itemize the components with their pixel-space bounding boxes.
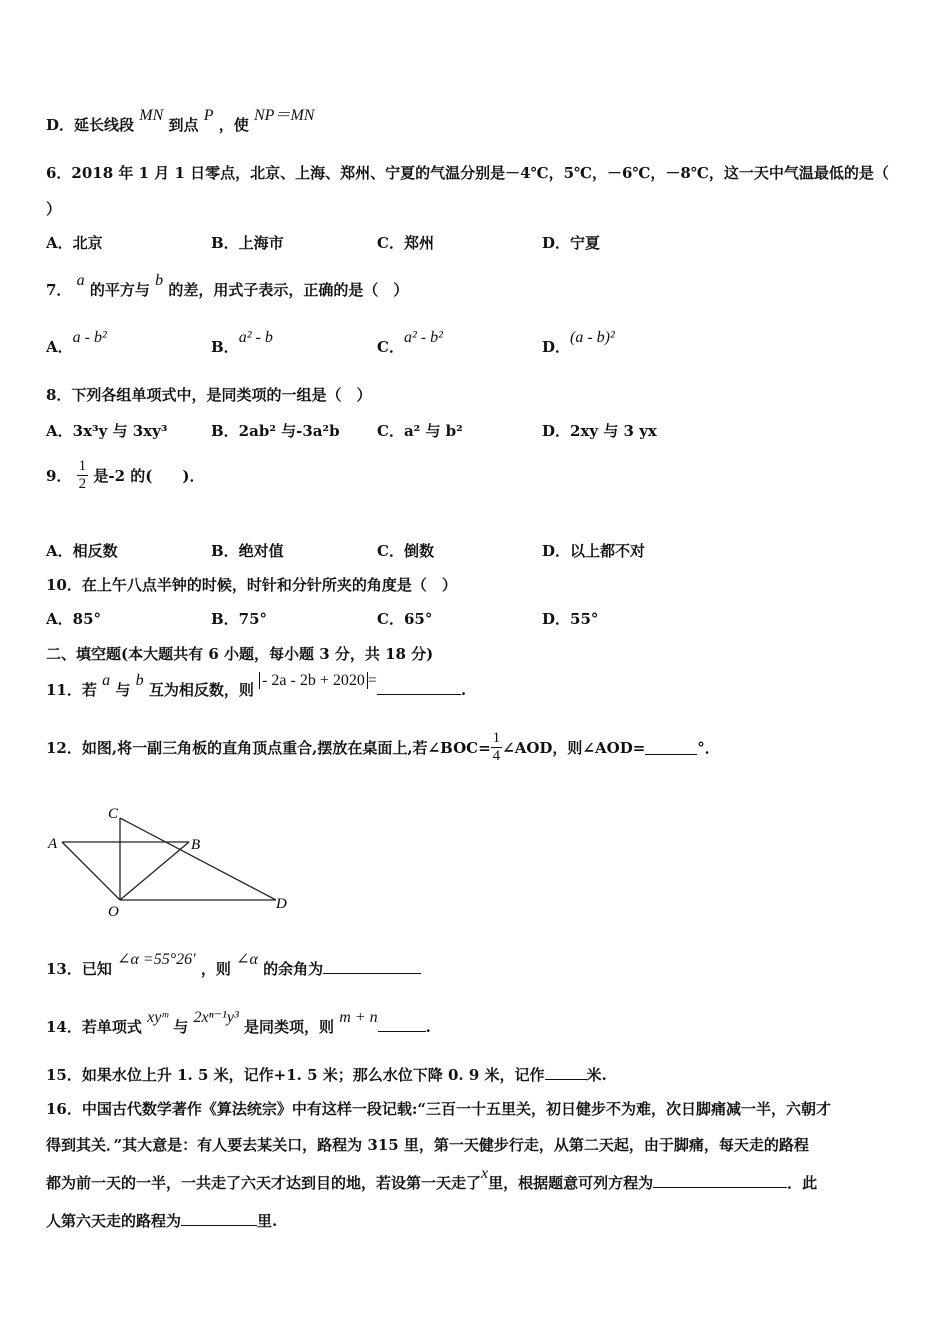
q7-option-c bbox=[377, 329, 443, 357]
math-angle-alpha-value: ∠α =55°26′ bbox=[117, 951, 196, 968]
point-label-a: A bbox=[48, 836, 58, 852]
text: 里. bbox=[257, 1212, 278, 1230]
option-label: B． bbox=[211, 338, 239, 356]
q6-option-b: B．上海市 bbox=[211, 234, 284, 252]
math-angle-alpha: ∠α bbox=[236, 951, 258, 968]
segment-cd bbox=[120, 818, 276, 900]
text: 是同类项，则 bbox=[243, 1018, 334, 1036]
question-number: 7． bbox=[46, 281, 72, 299]
math-monomial-2: 2xⁿ⁻¹y³ bbox=[193, 1009, 239, 1026]
segment-ob bbox=[120, 842, 189, 900]
q6-stem-line1: 6．2018 年 1 月 1 日零点，北京、上海、郑州、宁夏的气温分别是－4℃，5℃，－6℃，－8℃，这一天中气温最低的是（ bbox=[46, 164, 889, 182]
answer-blank[interactable] bbox=[378, 1017, 426, 1032]
text: 12．如图,将一副三角板的直角顶点重合,摆放在桌面上,若∠BOC= bbox=[46, 739, 491, 757]
text: 米. bbox=[586, 1066, 607, 1084]
math-x: x bbox=[481, 1165, 489, 1182]
fraction-one-quarter bbox=[491, 730, 503, 765]
text: ，则 bbox=[200, 960, 231, 978]
text: ，使 bbox=[218, 116, 249, 134]
math-mn: MN bbox=[139, 107, 164, 124]
q15-stem bbox=[46, 1064, 607, 1085]
math-a: a bbox=[76, 272, 85, 289]
text: ∠AOD，则∠AOD= bbox=[502, 739, 646, 757]
text: 的余角为 bbox=[263, 960, 324, 978]
point-label-o: O bbox=[108, 904, 119, 920]
q6-option-a: A．北京 bbox=[46, 234, 103, 252]
point-label-d: D bbox=[276, 896, 287, 912]
q14-stem bbox=[46, 1009, 431, 1037]
option-label: D． bbox=[542, 338, 571, 356]
text: 里，根据题意可列方程为 bbox=[488, 1174, 654, 1192]
q10-option-d: D．55° bbox=[542, 610, 599, 628]
answer-blank[interactable] bbox=[645, 740, 697, 755]
text: 互为相反数，则 bbox=[148, 681, 254, 699]
text: 与 bbox=[115, 681, 131, 699]
question-number: 13．已知 bbox=[46, 960, 112, 978]
math-expr: a² - b bbox=[238, 329, 273, 346]
math-expr: a - b² bbox=[72, 329, 107, 346]
text: 的差，用式子表示，正确的是（ ） bbox=[168, 281, 409, 299]
text: . bbox=[425, 1018, 431, 1036]
q16-line4 bbox=[46, 1210, 277, 1231]
question-number: 14．若单项式 bbox=[46, 1018, 142, 1036]
q11-stem bbox=[46, 672, 467, 700]
question-number: 9． bbox=[46, 467, 72, 485]
q9-option-b: B．绝对值 bbox=[211, 542, 284, 560]
text: 的平方与 bbox=[89, 281, 150, 299]
q6-option-d: D．宁夏 bbox=[542, 234, 601, 252]
segment-ao bbox=[62, 842, 120, 900]
q16-line2: 得到其关．”其大意是：有人要去某关口，路程为 315 里，第一天健步行走，从第二天起，由于脚痛，每天走的路程 bbox=[46, 1136, 809, 1154]
q16-line1: 16．中国古代数学著作《算法统宗》中有这样一段记载:“三百一十五里关，初日健步不为难，次日脚痛减一半，六朝才 bbox=[46, 1100, 832, 1118]
q8-option-a: A．3x³y 与 3xy³ bbox=[46, 422, 168, 440]
answer-blank[interactable] bbox=[323, 959, 421, 974]
q10-option-a: A．85° bbox=[46, 610, 102, 628]
math-b: b bbox=[135, 672, 144, 689]
fraction-numerator: 1 bbox=[492, 730, 501, 746]
q6-option-c: C．郑州 bbox=[377, 234, 434, 252]
q8-stem: 8．下列各组单项式中，是同类项的一组是（ ） bbox=[46, 386, 372, 404]
answer-blank[interactable] bbox=[653, 1173, 787, 1188]
answer-blank[interactable] bbox=[181, 1211, 257, 1226]
section-heading: 二、填空题(本大题共有 6 小题，每小题 3 分，共 18 分) bbox=[46, 645, 434, 663]
q9-option-c: C．倒数 bbox=[377, 542, 434, 560]
q9-option-d: D．以上都不对 bbox=[542, 542, 646, 560]
q6-stem-line2: ） bbox=[46, 200, 62, 218]
text: 是-2 的( )． bbox=[93, 467, 205, 485]
text: ．此 bbox=[787, 1174, 818, 1192]
triangle-figure bbox=[40, 800, 310, 925]
q8-option-c: C．a² 与 b² bbox=[377, 422, 463, 440]
q9-option-a: A．相反数 bbox=[46, 542, 118, 560]
text: 都为前一天的一半，一共走了六天才达到目的地，若设第一天走了 bbox=[46, 1174, 482, 1192]
option-label: D．延长线段 bbox=[46, 116, 135, 134]
q13-stem bbox=[46, 951, 421, 979]
math-expr: (a - b)² bbox=[570, 329, 615, 346]
math-b: b bbox=[155, 272, 164, 289]
math-p: P bbox=[203, 107, 214, 124]
text: 到点 bbox=[168, 116, 199, 134]
text: 与 bbox=[173, 1018, 189, 1036]
q7-option-b bbox=[211, 329, 273, 357]
fraction-denominator: 4 bbox=[492, 748, 501, 764]
answer-blank[interactable] bbox=[377, 680, 461, 695]
text: 15．如果水位上升 1. 5 米，记作+1. 5 米；那么水位下降 0. 9 米，记作 bbox=[46, 1066, 545, 1084]
q10-stem: 10．在上午八点半钟的时候，时针和分针所夹的角度是（ ） bbox=[46, 576, 457, 594]
option-label: C． bbox=[377, 338, 404, 356]
q7-option-d bbox=[542, 329, 615, 357]
q16-line3 bbox=[46, 1165, 818, 1193]
question-number: 11．若 bbox=[46, 681, 97, 699]
math-monomial-1: xyᵐ bbox=[147, 1009, 168, 1026]
q5-option-d bbox=[46, 107, 315, 135]
math-np-eq-mn: NP＝MN bbox=[254, 107, 315, 124]
text: 人第六天走的路程为 bbox=[46, 1212, 182, 1230]
q10-option-c: C．65° bbox=[377, 610, 433, 628]
math-equals: = bbox=[367, 672, 377, 689]
text: . bbox=[460, 681, 467, 699]
fraction-numerator: 1 bbox=[78, 458, 87, 474]
q12-stem bbox=[46, 730, 720, 765]
math-m-plus-n: m + n bbox=[339, 1009, 378, 1026]
q8-option-d: D．2xy 与 3 yx bbox=[542, 422, 657, 440]
q10-option-b: B．75° bbox=[211, 610, 268, 628]
fraction-denominator: 2 bbox=[78, 476, 87, 492]
math-a: a bbox=[102, 672, 111, 689]
point-label-b: B bbox=[191, 837, 201, 853]
fraction-one-half bbox=[77, 458, 89, 493]
absolute-value-expr: - 2a - 2b + 2020 bbox=[259, 672, 368, 689]
text: °． bbox=[697, 739, 720, 757]
math-expr: a² - b² bbox=[403, 329, 443, 346]
point-label-c: C bbox=[108, 806, 119, 822]
q8-option-b: B．2ab² 与-3a²b bbox=[211, 422, 340, 440]
option-label: A． bbox=[46, 338, 73, 356]
q7-stem bbox=[46, 272, 409, 300]
q7-option-a bbox=[46, 329, 107, 357]
answer-blank[interactable] bbox=[545, 1065, 587, 1080]
q9-stem bbox=[46, 458, 205, 493]
